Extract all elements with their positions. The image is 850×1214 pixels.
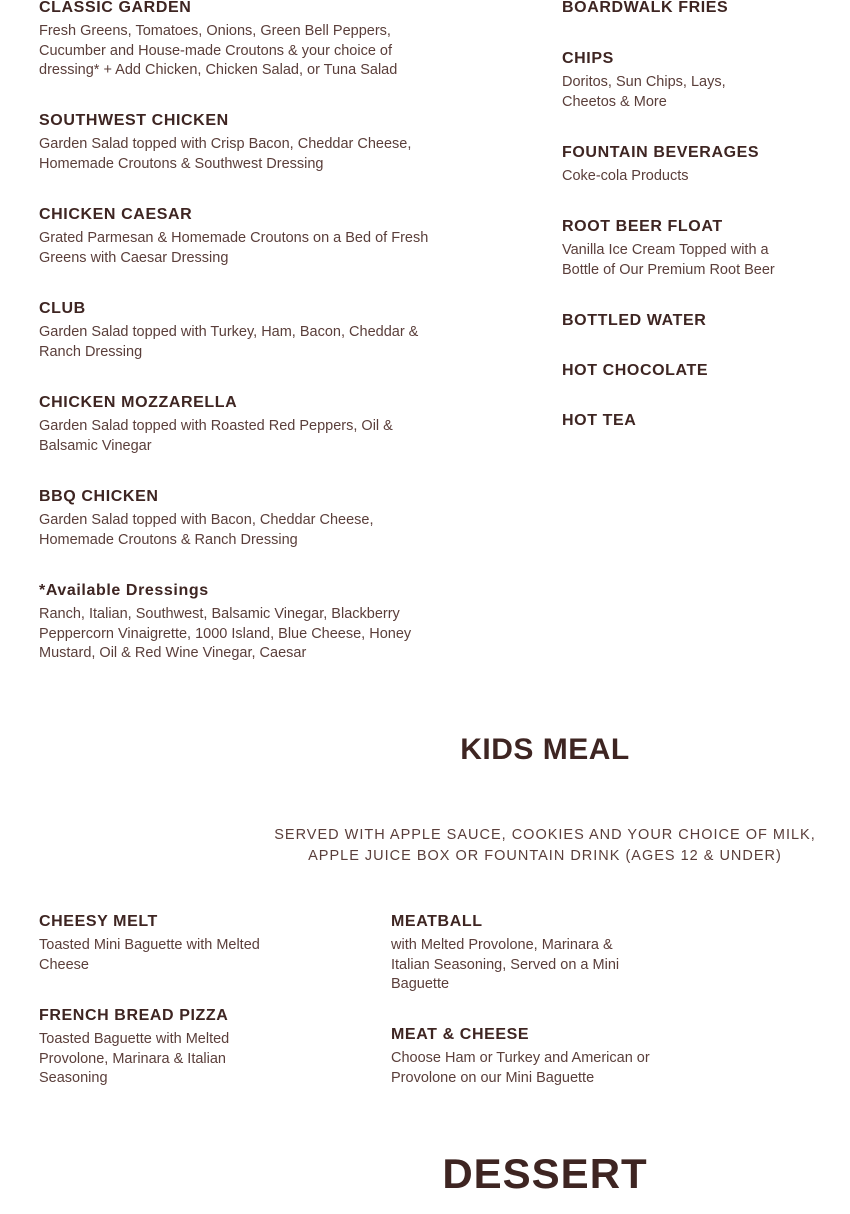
item-title: CHEESY MELT (39, 913, 158, 930)
menu-item-fountain-beverages (562, 143, 822, 187)
menu-item-hot-tea (562, 411, 822, 431)
menu-item-chicken-mozzarella (39, 393, 459, 456)
item-description: Toasted Baguette with Melted Provolone, Marinara & Italian Seasoning (39, 1031, 230, 1086)
item-description: Coke-cola Products (562, 168, 689, 184)
menu-item-club (39, 299, 459, 362)
menu-item-southwest-chicken (39, 111, 459, 174)
item-title: FOUNTAIN BEVERAGES (562, 144, 760, 161)
item-description: Garden Salad topped with Turkey, Ham, Bacon, Cheddar & Ranch Dressing (39, 324, 419, 360)
item-description: Ranch, Italian, Southwest, Balsamic Vinegar, Blackberry Peppercorn Vinaigrette, 1000 Island, Blue Cheese, Honey Mustard, Oil & Red Wine Vinegar, Caesar (39, 606, 412, 661)
menu-item-chicken-caesar (39, 205, 459, 268)
item-title: CHICKEN CAESAR (39, 206, 193, 223)
kids-meal-note: SERVED WITH APPLE SAUCE, COOKIES AND YOUR CHOICE OF MILK, APPLE JUICE BOX OR FOUNTAIN DRINK (AGES 12 & UNDER) (274, 827, 816, 864)
item-description: Garden Salad topped with Roasted Red Peppers, Oil & Balsamic Vinegar (39, 418, 393, 454)
item-title: CHIPS (562, 50, 614, 67)
item-description: Garden Salad topped with Crisp Bacon, Cheddar Cheese, Homemade Croutons & Southwest Dressing (39, 136, 412, 172)
item-title: MEATBALL (391, 913, 483, 930)
menu-item-meat-and-cheese (391, 1025, 666, 1088)
item-description: Garden Salad topped with Bacon, Cheddar Cheese, Homemade Croutons & Ranch Dressing (39, 512, 374, 548)
item-title: HOT CHOCOLATE (562, 362, 709, 379)
menu-item-cheesy-melt (39, 912, 299, 975)
menu-item-meatball (391, 912, 661, 995)
item-title: CLASSIC GARDEN (39, 0, 192, 16)
menu-item-bottled-water (562, 311, 822, 331)
item-title: SOUTHWEST CHICKEN (39, 112, 229, 129)
item-description: Fresh Greens, Tomatoes, Onions, Green Bell Peppers, Cucumber and House-made Croutons & your choice of dressing* + Add Chicken, Chicken Salad, or Tuna Salad (39, 23, 398, 78)
menu-item-hot-chocolate (562, 361, 822, 381)
available-dressings (39, 581, 459, 664)
item-description: Doritos, Sun Chips, Lays, Cheetos & More (562, 74, 726, 110)
dessert-heading: DESSERT (442, 1150, 648, 1197)
item-description: with Melted Provolone, Marinara & Italian Seasoning, Served on a Mini Baguette (391, 937, 620, 992)
item-title: HOT TEA (562, 412, 637, 429)
menu-item-bbq-chicken (39, 487, 459, 550)
menu-item-classic-garden (39, 0, 459, 81)
item-title: MEAT & CHEESE (391, 1026, 530, 1043)
item-title: BOTTLED WATER (562, 312, 707, 329)
menu-item-root-beer-float (562, 217, 822, 280)
menu-item-boardwalk-fries (562, 0, 822, 18)
item-title: CHICKEN MOZZARELLA (39, 394, 238, 411)
item-description: Choose Ham or Turkey and American or Provolone on our Mini Baguette (391, 1050, 650, 1086)
item-description: Vanilla Ice Cream Topped with a Bottle of Our Premium Root Beer (562, 242, 775, 278)
item-description: Grated Parmesan & Homemade Croutons on a Bed of Fresh Greens with Caesar Dressing (39, 230, 429, 266)
item-title: BBQ CHICKEN (39, 488, 159, 505)
item-title: ROOT BEER FLOAT (562, 218, 723, 235)
item-title: BOARDWALK FRIES (562, 0, 729, 16)
menu-item-french-bread-pizza (39, 1006, 299, 1089)
kids-meal-heading: KIDS MEAL (460, 733, 630, 766)
item-title: CLUB (39, 300, 86, 317)
item-title: *Available Dressings (39, 582, 209, 599)
menu-item-chips (562, 49, 822, 112)
item-title: FRENCH BREAD PIZZA (39, 1007, 229, 1024)
item-description: Toasted Mini Baguette with Melted Cheese (39, 937, 260, 973)
